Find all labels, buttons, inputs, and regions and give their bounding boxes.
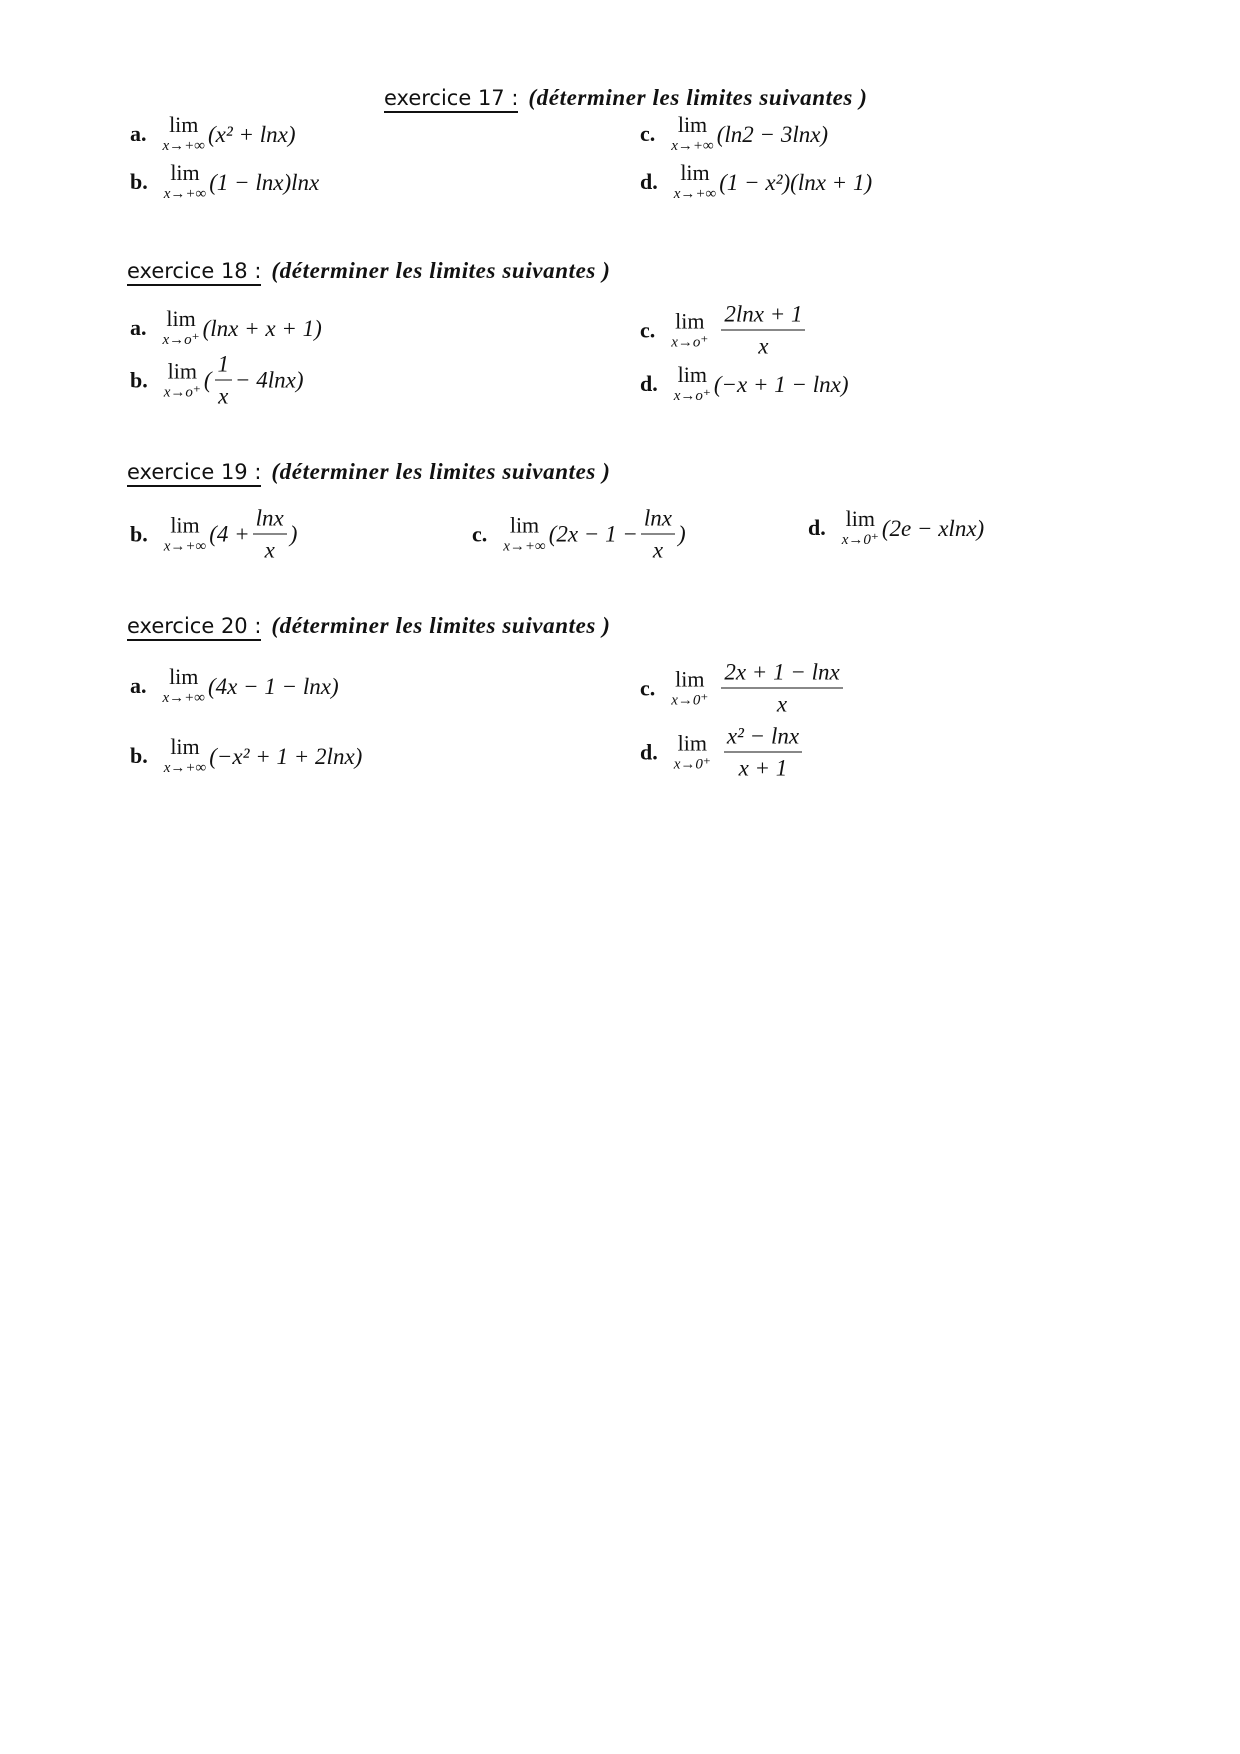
lim-word: lim xyxy=(170,512,200,537)
limit-operator xyxy=(674,732,711,772)
limit-operator xyxy=(671,114,713,154)
limit-operator xyxy=(164,736,206,776)
limit-expression: (x² + lnx) xyxy=(207,121,296,147)
limit-expression xyxy=(549,507,686,562)
limit-operator xyxy=(671,310,708,350)
fraction-denominator: x xyxy=(652,537,664,563)
exercise-20-item-d xyxy=(640,725,805,780)
expression-prefix: (2x − 1 − xyxy=(548,521,638,547)
lim-word: lim xyxy=(677,362,707,387)
item-letter: b. xyxy=(130,169,148,194)
fraction-denominator: x xyxy=(264,537,275,563)
exercise-20-title xyxy=(127,614,611,637)
lim-word: lim xyxy=(169,112,199,137)
item-letter: b. xyxy=(130,367,148,392)
fraction-numerator: 2x + 1 − lnx xyxy=(721,661,842,689)
lim-word: lim xyxy=(845,506,875,531)
item-letter: d. xyxy=(640,739,658,764)
lim-word: lim xyxy=(170,734,200,759)
limit-expression: (−x + 1 − lnx) xyxy=(713,371,849,397)
limit-operator xyxy=(163,114,205,154)
exercise-label: exercice 20 : xyxy=(127,614,261,641)
exercise-18-item-a xyxy=(130,308,322,348)
limit-operator xyxy=(164,162,206,202)
item-letter: d. xyxy=(640,169,658,194)
limit-expression xyxy=(209,507,297,562)
item-letter: a. xyxy=(130,121,147,146)
exercise-17-item-a xyxy=(130,114,296,154)
limit-operator xyxy=(164,360,201,400)
fraction xyxy=(721,303,805,358)
exercise-18-item-d xyxy=(640,364,849,404)
lim-word: lim xyxy=(675,666,705,691)
item-letter: a. xyxy=(130,315,147,340)
exercise-label: exercice 18 : xyxy=(127,259,261,286)
item-letter: b. xyxy=(130,743,148,768)
exercise-description: (déterminer les limites suivantes ) xyxy=(271,459,611,484)
item-letter: c. xyxy=(640,675,656,700)
exercise-19-item-b xyxy=(130,507,297,562)
limit-operator xyxy=(163,666,205,706)
exercise-18-item-b xyxy=(130,353,304,408)
limit-expression: (lnx + x + 1) xyxy=(202,315,322,341)
item-letter: a. xyxy=(130,673,147,698)
exercise-label: exercice 17 : xyxy=(384,86,518,113)
item-letter: c. xyxy=(640,317,656,342)
fraction-denominator: x xyxy=(776,691,788,717)
lim-word: lim xyxy=(166,306,196,331)
exercise-description: (déterminer les limites suivantes ) xyxy=(271,613,611,638)
fraction xyxy=(215,353,233,408)
fraction-denominator: x xyxy=(758,333,769,359)
lim-word: lim xyxy=(170,160,200,185)
lim-subscript: x→o⁺ xyxy=(162,332,200,348)
limit-operator xyxy=(503,514,545,554)
expression-suffix: ) xyxy=(289,521,298,547)
lim-subscript: x→+∞ xyxy=(163,760,207,776)
lim-word: lim xyxy=(169,664,199,689)
lim-word: lim xyxy=(677,112,708,137)
fraction-numerator: 2lnx + 1 xyxy=(721,303,805,331)
exercise-17-item-c xyxy=(640,114,828,154)
exercise-19-item-c xyxy=(472,507,686,562)
item-letter: c. xyxy=(640,121,656,146)
lim-word: lim xyxy=(167,358,197,383)
fraction xyxy=(724,725,802,780)
exercise-19-title xyxy=(127,460,611,483)
item-letter: c. xyxy=(472,521,488,546)
lim-word: lim xyxy=(675,308,705,333)
limit-expression: (2e − xlnx) xyxy=(881,515,985,541)
limit-operator xyxy=(163,308,200,348)
fraction xyxy=(721,661,842,716)
limit-operator xyxy=(842,508,879,548)
lim-subscript: x→+∞ xyxy=(162,690,205,706)
lim-subscript: x→+∞ xyxy=(671,138,714,154)
exercise-17-item-b xyxy=(130,162,319,202)
limit-expression: (4x − 1 − lnx) xyxy=(207,673,339,699)
exercise-20-item-b xyxy=(130,736,362,776)
fraction-denominator: x xyxy=(218,383,229,409)
lim-subscript: x→0⁺ xyxy=(671,692,709,708)
lim-word: lim xyxy=(677,730,707,755)
fraction-numerator: 1 xyxy=(215,353,233,381)
exercise-17-title xyxy=(384,86,868,109)
limit-operator xyxy=(674,162,716,202)
limit-operator xyxy=(674,364,711,404)
limit-expression xyxy=(204,353,304,408)
expression-prefix: (4 + xyxy=(209,521,250,547)
exercise-19-item-d xyxy=(808,508,984,548)
lim-subscript: x→o⁺ xyxy=(163,384,201,400)
exercise-label: exercice 19 : xyxy=(127,460,261,487)
item-letter: d. xyxy=(808,515,826,540)
limit-operator xyxy=(164,514,206,554)
limit-expression: (−x² + 1 + 2lnx) xyxy=(209,743,363,769)
exercise-20-item-c xyxy=(640,661,846,716)
fraction xyxy=(253,507,287,562)
lim-subscript: x→+∞ xyxy=(673,186,717,202)
lim-subscript: x→o⁺ xyxy=(673,388,711,404)
lim-subscript: x→+∞ xyxy=(163,186,207,202)
lim-subscript: x→o⁺ xyxy=(671,334,709,350)
lim-subscript: x→+∞ xyxy=(162,138,205,154)
fraction-numerator: lnx xyxy=(641,507,675,535)
expression-suffix: ) xyxy=(678,521,686,547)
lim-subscript: x→+∞ xyxy=(503,538,546,554)
lim-subscript: x→+∞ xyxy=(163,538,207,554)
exercise-20-item-a xyxy=(130,666,339,706)
fraction-denominator: x + 1 xyxy=(738,755,788,781)
exercise-description: (déterminer les limites suivantes ) xyxy=(528,85,868,110)
lim-subscript: x→0⁺ xyxy=(673,756,711,772)
fraction xyxy=(641,507,675,562)
expression-suffix: − 4lnx) xyxy=(235,367,304,393)
limit-expression: (ln2 − 3lnx) xyxy=(716,121,829,147)
lim-word: lim xyxy=(680,160,710,185)
limit-operator xyxy=(671,668,708,708)
lim-subscript: x→0⁺ xyxy=(841,532,879,548)
lim-word: lim xyxy=(509,512,540,537)
fraction-numerator: x² − lnx xyxy=(724,725,802,753)
limit-expression: (1 − lnx)lnx xyxy=(209,169,320,195)
exercise-18-title xyxy=(127,259,611,282)
item-letter: d. xyxy=(640,371,658,396)
exercise-17-item-d xyxy=(640,162,872,202)
exercise-description: (déterminer les limites suivantes ) xyxy=(271,258,611,283)
expression-prefix: ( xyxy=(203,367,212,393)
limit-expression: (1 − x²)(lnx + 1) xyxy=(719,169,873,195)
exercise-18-item-c xyxy=(640,303,808,358)
fraction-numerator: lnx xyxy=(253,507,287,535)
item-letter: b. xyxy=(130,521,148,546)
